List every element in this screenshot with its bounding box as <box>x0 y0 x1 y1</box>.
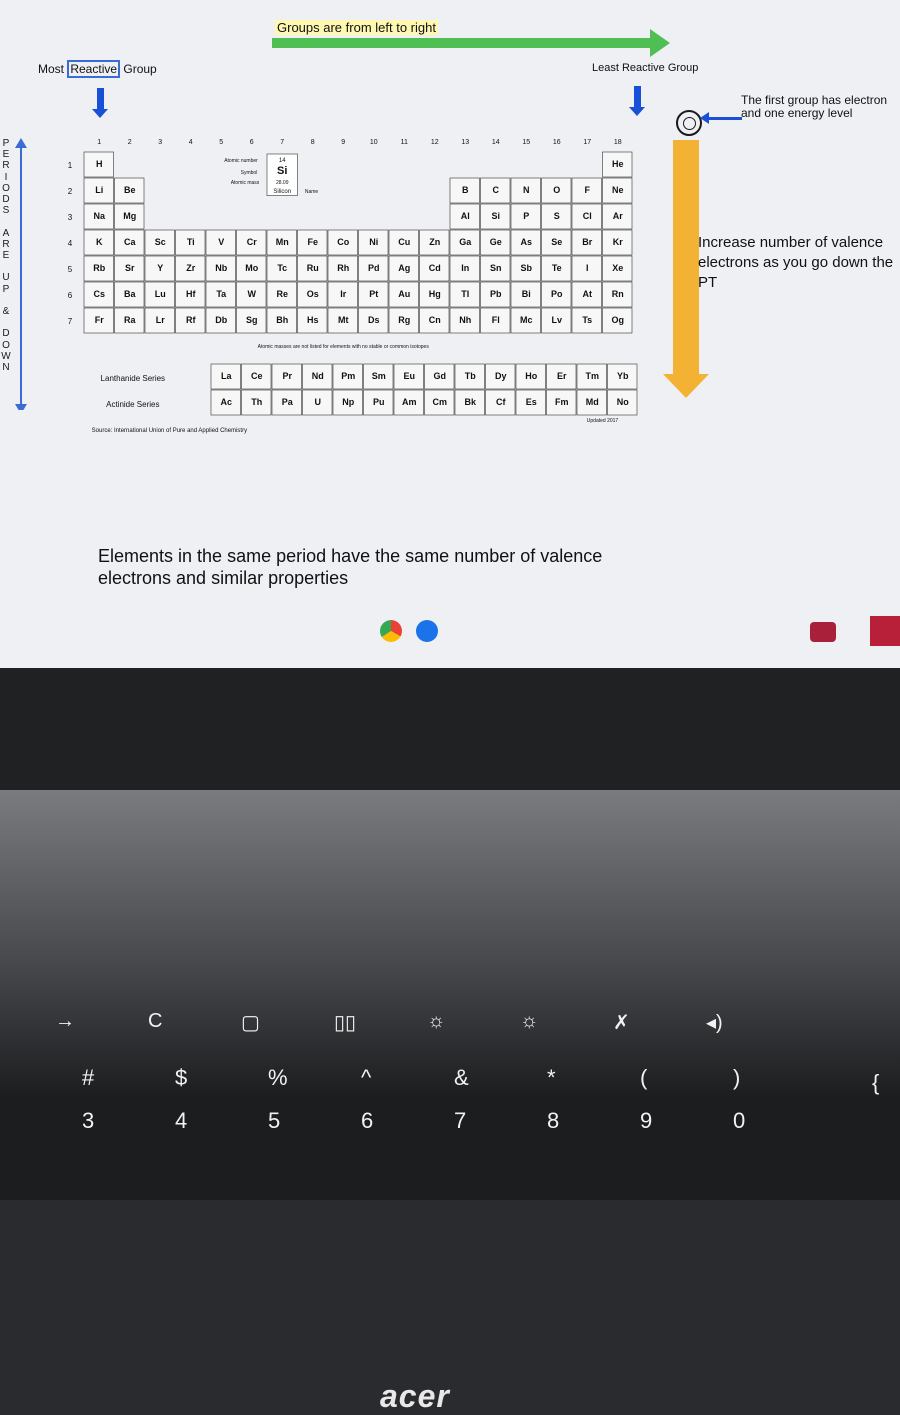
element-symbol: Cl <box>582 211 592 221</box>
element-symbol: Re <box>276 289 289 299</box>
element-symbol: Rb <box>93 263 106 273</box>
period-label: 4 <box>67 239 73 248</box>
element-symbol: Ge <box>489 237 502 247</box>
element-symbol: Nd <box>311 371 324 381</box>
function-key[interactable]: ▯▯ <box>334 1012 357 1034</box>
symbol-key[interactable]: & <box>454 1065 469 1090</box>
vertical-label-letter: R <box>2 160 10 172</box>
status-icon[interactable] <box>870 616 900 646</box>
digit-key[interactable]: 9 <box>640 1108 653 1133</box>
group-label: 2 <box>127 139 132 146</box>
element-symbol: Rg <box>398 315 411 325</box>
element-symbol: Mn <box>275 237 289 247</box>
element-symbol: Pa <box>281 397 293 407</box>
element-symbol: Pu <box>372 397 385 407</box>
updated-note: Updated 2017 <box>586 418 619 424</box>
symbol-key[interactable]: ( <box>640 1065 648 1090</box>
group-label: 13 <box>461 139 470 146</box>
element-symbol: Mt <box>338 315 349 325</box>
element-symbol: Br <box>582 237 593 247</box>
legend-key-number: 14 <box>278 158 286 164</box>
element-symbol: Eu <box>403 371 416 381</box>
element-symbol: Np <box>342 397 355 407</box>
element-symbol: Ca <box>123 237 136 247</box>
legend-symbol-label: Symbol <box>240 170 258 176</box>
element-symbol: Ac <box>220 397 233 407</box>
element-symbol: Na <box>93 211 106 221</box>
element-symbol: P <box>523 211 530 221</box>
digit-key[interactable]: 3 <box>82 1108 95 1133</box>
element-symbol: Li <box>95 185 104 195</box>
element-symbol: Cf <box>496 397 506 407</box>
element-symbol: Es <box>525 397 537 407</box>
element-symbol: La <box>220 371 232 381</box>
down-arrow-icon <box>97 88 104 110</box>
element-symbol: Mo <box>245 263 259 273</box>
element-symbol: As <box>520 237 533 247</box>
vertical-label-letter: O <box>2 182 10 194</box>
down-arrow-icon <box>634 86 641 108</box>
element-symbol: Ir <box>340 289 347 299</box>
taskbar <box>380 620 438 642</box>
digit-key[interactable]: 0 <box>733 1108 746 1133</box>
element-symbol: Ce <box>250 371 263 381</box>
element-symbol: Cr <box>246 237 257 247</box>
function-key[interactable]: ✗ <box>613 1012 630 1034</box>
vertical-label-letter <box>0 216 12 227</box>
actinide-label: Actinide Series <box>106 400 160 409</box>
group-label: 1 <box>97 139 102 146</box>
element-symbol: Ba <box>123 289 136 299</box>
periodic-table <box>60 130 660 525</box>
period-label: 2 <box>67 187 73 196</box>
laptop-bezel <box>0 668 900 1414</box>
element-symbol: Ag <box>398 263 411 273</box>
legend-key-symbol: Si <box>277 165 288 177</box>
symbol-key[interactable]: $ <box>175 1065 188 1090</box>
element-symbol: Th <box>251 397 263 407</box>
period-label: 6 <box>67 291 73 300</box>
function-key[interactable]: ▢ <box>241 1012 260 1034</box>
element-symbol: Lr <box>155 315 165 325</box>
symbol-key[interactable]: * <box>547 1065 556 1090</box>
element-symbol: Cu <box>398 237 411 247</box>
legend-key-mass: 28.09 <box>275 180 289 186</box>
element-symbol: Pb <box>489 289 502 299</box>
function-key[interactable]: ◂) <box>706 1012 723 1034</box>
element-symbol: Am <box>401 397 417 407</box>
least-reactive-label: Least Reactive Group <box>592 62 699 74</box>
element-symbol: V <box>218 237 225 247</box>
element-symbol: Y <box>157 263 164 273</box>
element-symbol: Zn <box>429 237 441 247</box>
down-arrow-icon <box>673 140 699 376</box>
group-label: 17 <box>583 139 592 146</box>
vertical-label-letter: & <box>2 306 10 318</box>
vertical-label-letter: N <box>2 362 10 374</box>
element-symbol: At <box>582 289 592 299</box>
element-symbol: Lv <box>551 315 563 325</box>
element-symbol: Sn <box>489 263 502 273</box>
element-symbol: In <box>461 263 470 273</box>
element-symbol: Te <box>551 263 562 273</box>
element-symbol: Fr <box>94 315 104 325</box>
element-symbol: Tl <box>461 289 470 299</box>
element-symbol: Rf <box>186 315 196 325</box>
digit-key[interactable]: 6 <box>361 1108 374 1133</box>
digit-key[interactable]: 8 <box>547 1108 560 1133</box>
vertical-label-letter <box>0 317 12 328</box>
right-arrow-icon <box>272 38 652 48</box>
element-symbol: Nb <box>215 263 228 273</box>
legend-mass-label: Atomic mass <box>230 180 260 186</box>
element-symbol: Mc <box>519 315 533 325</box>
element-symbol: Kr <box>612 237 623 247</box>
element-symbol: Sr <box>124 263 135 273</box>
acer-logo: acer <box>380 1378 450 1414</box>
vertical-label-letter: A <box>2 227 10 239</box>
vertical-label-letter <box>0 261 12 272</box>
element-symbol: Co <box>337 237 350 247</box>
group-label: 14 <box>491 139 500 146</box>
element-symbol: Ta <box>216 289 227 299</box>
meet-icon[interactable] <box>416 620 438 642</box>
vertical-label-letter: D <box>2 328 10 340</box>
group-label: 15 <box>522 139 531 146</box>
element-symbol: Tm <box>585 371 599 381</box>
bracket-key[interactable]: { <box>872 1070 880 1095</box>
element-symbol: N <box>523 185 530 195</box>
group-label: 8 <box>310 139 315 146</box>
element-symbol: Bh <box>276 315 289 325</box>
element-symbol: Ti <box>186 237 195 247</box>
element-symbol: Al <box>460 211 470 221</box>
vertical-label-letter: P <box>2 138 10 149</box>
element-symbol: Ar <box>612 211 623 221</box>
element-symbol: S <box>553 211 560 221</box>
period-label: 7 <box>67 317 73 326</box>
element-symbol: Bk <box>464 397 477 407</box>
vertical-label-letter: U <box>2 272 10 284</box>
digit-key[interactable]: 7 <box>454 1108 467 1133</box>
chrome-icon[interactable] <box>380 620 402 642</box>
element-symbol: Rn <box>611 289 624 299</box>
legend-key-name: Silicon <box>273 189 292 195</box>
element-symbol: Ho <box>525 371 538 381</box>
period-label: 3 <box>67 213 73 222</box>
vertical-arrow-icon <box>12 138 30 410</box>
vertical-label-letter: P <box>2 283 10 295</box>
period-label: 5 <box>67 265 73 274</box>
element-symbol: K <box>96 237 103 247</box>
element-symbol: Pr <box>282 371 293 381</box>
element-symbol: Ni <box>369 237 379 247</box>
function-key[interactable]: C <box>148 1010 163 1032</box>
element-symbol: Cs <box>93 289 106 299</box>
element-symbol: Ra <box>123 315 136 325</box>
element-symbol: Pt <box>369 289 379 299</box>
element-symbol: Ru <box>306 263 319 273</box>
group-label: 11 <box>400 139 408 146</box>
element-symbol: B <box>462 185 469 195</box>
group-label: 4 <box>188 139 193 146</box>
element-symbol: No <box>616 397 629 407</box>
element-symbol: U <box>314 397 321 407</box>
element-symbol: Fe <box>307 237 319 247</box>
element-symbol: Cm <box>432 397 448 407</box>
element-symbol: C <box>492 185 499 195</box>
element-symbol: Mg <box>123 211 137 221</box>
vertical-label-letter: D <box>2 194 10 206</box>
group-label: 9 <box>341 139 346 146</box>
symbol-key[interactable]: # <box>82 1065 95 1090</box>
element-symbol: Yb <box>616 371 629 381</box>
left-arrow-icon <box>708 117 742 120</box>
element-symbol: Sg <box>245 315 258 325</box>
element-symbol: Tb <box>464 371 476 381</box>
group-label: 18 <box>613 139 622 146</box>
group-label: 7 <box>280 139 285 146</box>
group-label: 16 <box>552 139 561 146</box>
element-symbol: F <box>584 185 590 195</box>
legend-name-label: Name <box>304 189 319 195</box>
element-symbol: He <box>611 159 624 169</box>
vertical-label-letter: E <box>2 149 10 161</box>
symbol-key[interactable]: % <box>268 1065 288 1090</box>
function-key[interactable]: ☼ <box>520 1010 539 1032</box>
vertical-label-letter <box>0 295 12 306</box>
digit-key[interactable]: 4 <box>175 1108 188 1133</box>
element-symbol: Bi <box>521 289 531 299</box>
vertical-label-letter: W <box>1 350 11 362</box>
group-label: 10 <box>369 139 378 146</box>
element-symbol: Po <box>550 289 563 299</box>
element-symbol: Ds <box>367 315 380 325</box>
element-symbol: Sb <box>520 263 533 273</box>
reactive-word-box: Reactive <box>67 60 120 78</box>
period-note: Elements in the same period have the same number of valence electrons and similar properties <box>98 546 603 588</box>
element-symbol: H <box>96 159 103 169</box>
group-label: 5 <box>219 139 224 146</box>
digit-key[interactable]: 5 <box>268 1108 281 1133</box>
element-symbol: Tc <box>277 263 288 273</box>
vertical-label-letter: I <box>4 171 8 183</box>
element-symbol: Nh <box>459 315 472 325</box>
element-symbol: W <box>247 289 256 299</box>
periods-vertical-label <box>0 138 12 373</box>
element-symbol: Er <box>556 371 567 381</box>
element-symbol: Sm <box>371 371 386 381</box>
element-symbol: Zr <box>186 263 196 273</box>
group-label: 3 <box>158 139 163 146</box>
legend-atomic-number-label: Atomic number <box>224 158 258 164</box>
element-symbol: Au <box>398 289 411 299</box>
source-note: Source: International Union of Pure and Applied Chemistry <box>91 428 248 434</box>
screen-display <box>0 0 900 668</box>
element-symbol: Og <box>611 315 624 325</box>
element-symbol: Be <box>123 185 136 195</box>
element-symbol: Hf <box>186 289 196 299</box>
element-symbol: Md <box>585 397 599 407</box>
element-symbol: Sc <box>154 237 166 247</box>
period-label: 1 <box>67 161 73 170</box>
group-label: 12 <box>430 139 439 146</box>
tray-icon[interactable] <box>810 622 836 642</box>
element-symbol: O <box>553 185 561 195</box>
groups-heading: Groups are from left to right <box>277 20 436 35</box>
lanthanide-label: Lanthanide Series <box>100 374 166 383</box>
function-key[interactable]: ☼ <box>427 1010 446 1032</box>
vertical-label-letter: R <box>2 238 10 250</box>
element-symbol: Pd <box>367 263 380 273</box>
element-symbol: Fm <box>555 397 569 407</box>
element-symbol: Hs <box>306 315 319 325</box>
element-symbol: I <box>585 263 589 273</box>
element-symbol: Se <box>551 237 563 247</box>
keyboard <box>0 790 900 1200</box>
mass-footnote: Atomic masses are not listed for elements with no stable or common isotopes <box>257 344 429 350</box>
group-label: 6 <box>249 139 254 146</box>
element-symbol: Hg <box>428 289 441 299</box>
element-symbol: Dy <box>494 371 507 381</box>
most-reactive-prefix: Most <box>38 62 68 76</box>
function-key[interactable]: → <box>55 1010 75 1032</box>
symbol-key[interactable]: ) <box>733 1065 741 1090</box>
element-symbol: Ts <box>582 315 593 325</box>
first-group-note: The first group has electron and one energy level <box>741 93 888 120</box>
circle-annotation-icon <box>676 110 702 136</box>
element-symbol: Lu <box>154 289 166 299</box>
symbol-key[interactable]: ^ <box>361 1065 372 1090</box>
element-symbol: Cd <box>428 263 441 273</box>
element-symbol: Ne <box>611 185 624 195</box>
most-reactive-suffix: Group <box>120 62 157 76</box>
element-symbol: Ga <box>459 237 472 247</box>
element-symbol: Rh <box>337 263 350 273</box>
element-symbol: Fl <box>491 315 500 325</box>
valence-note: Increase number of valence electrons as you go down the PT <box>698 234 894 291</box>
vertical-label-letter: O <box>2 339 10 351</box>
element-symbol: Xe <box>612 263 624 273</box>
element-symbol: Pm <box>341 371 356 381</box>
element-symbol: Si <box>491 211 501 221</box>
element-symbol: Db <box>215 315 228 325</box>
element-symbol: Gd <box>433 371 446 381</box>
vertical-label-letter: S <box>2 205 10 217</box>
most-reactive-label <box>38 62 157 76</box>
element-symbol: Cn <box>428 315 441 325</box>
element-symbol: Os <box>306 289 319 299</box>
vertical-label-letter: E <box>2 250 10 262</box>
